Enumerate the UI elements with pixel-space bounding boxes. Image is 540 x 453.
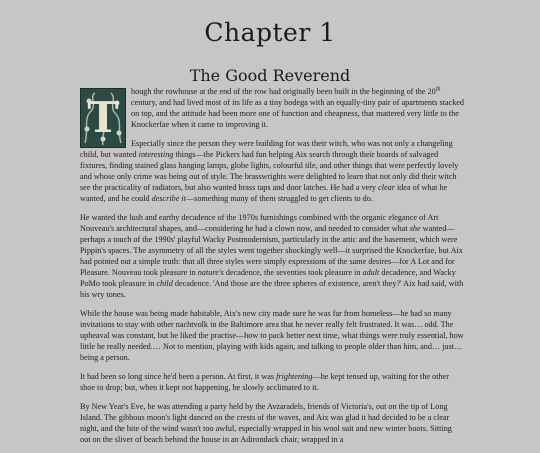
decorative-dropcap	[80, 88, 126, 148]
text-run: —he kept tensed up, waiting for the other shoe to drop; but, when it kept not happening, he slowly acclimated to it.	[80, 372, 449, 392]
emphasis-text: nature's	[197, 268, 224, 277]
chapter-body	[80, 86, 464, 453]
text-run: wanted—perhaps a touch of the 1990s' playful Wacky Postmodernism, particularly in the attic and the basement, which were Pippin's spaces. The asymmetry of all the styles went together shockingly well—it surprised the Knockerfae, but Aix had pointed out a simple truth: that all three styles were simply expressions of the same desires—for A Lot and for Pleasure. Nouveau took pleasure in	[80, 224, 463, 277]
paragraph	[80, 212, 464, 300]
emphasis-text: interesting	[138, 150, 174, 159]
emphasis-text: describe it	[151, 194, 186, 203]
emphasis-text: adult	[362, 268, 380, 277]
text-run: things—the Pickers had fun helping Aix search through their hoards of salvaged fixtures, finding stained glass hanging lamps, globe lights, colourful tile, and other things that were perfectly lovely and whose only crime was being out of style. The brasswrights were delighted to learn that not only did their witch see the practicality of radiators, but also wanted brass taps and door latches. He had a very	[80, 150, 459, 192]
paragraph	[80, 371, 464, 393]
paragraph	[80, 308, 464, 363]
emphasis-text: frightening	[276, 372, 313, 381]
paragraph	[80, 138, 464, 204]
text-run: decadence, the seventies took pleasure in	[223, 268, 363, 277]
section-title: The Good Reverend	[189, 66, 351, 85]
text-run: It had been so long since he'd been a person. At first, it was	[80, 372, 277, 381]
emphasis-text: child	[156, 279, 173, 288]
text-run: idea of what he wanted, and he could	[80, 183, 448, 203]
superscript-text: th	[435, 86, 441, 93]
paragraph	[80, 401, 464, 445]
text-run: By New Year's Eve, he was attending a party held by the Avzaradels, friends of Victoria's, out on the tip of Long Island. The gibbous moon's light danced on the crests of the waves, and Aix was glad it had decided to be a clear night, and the bite of the wind wasn't too awful, especially wrapped in his wool suit and new winter boots. Sitting out on the sliver of beach behind the house in an Adirondack chair, wrapped in a	[80, 402, 452, 444]
text-run: decadence. 'And those are the three spheres of existence, aren't they?' Aix had said, with his wry tones.	[80, 279, 464, 299]
text-run: Especially since the person they were building for was their witch, who was not only a changeling child, but wanted	[80, 139, 453, 159]
text-run: hough the rowhouse at the end of the row had originally been built in the beginning of the 20	[131, 87, 436, 96]
emphasis-text: she	[409, 224, 421, 233]
paragraph	[80, 86, 465, 142]
text-run: He wanted the lush and earthy decadence of the 1970s furnishings combined with the organic elegance of Art Nouveau's architectural shapes, and—considering he had a clown now, and needed to consider what	[80, 213, 439, 233]
text-run: While the house was being made habitable, Aix's new city made sure he was far from homeless—he had so many invitations to stay with other nachtvolk in the Baltimore area that he never really felt frustrated. It was… odd. The upheaval was constant, but he liked the practise—how to pack better next time, what things were truly essential, how little he really needed.… Not to mention, playing with kids again, and talking to people older than him, and… just… being a person.	[80, 309, 464, 362]
emphasis-text: clear	[378, 183, 395, 192]
dropcap-letter: T	[87, 93, 119, 142]
text-run: decadence, and Wacky PoMo took pleasure in	[80, 268, 456, 288]
text-run: century, and had lived most of its life as a tiny bodega with an equally-tiny pair of apartments stacked on top, and the attitude had been more one of function and cheapness, that mattered very little to the Knockerfae when it came to improving it.	[131, 98, 465, 129]
text-run: —something many of them struggled to get clients to do.	[185, 194, 373, 203]
chapter-title: Chapter 1	[204, 18, 336, 47]
